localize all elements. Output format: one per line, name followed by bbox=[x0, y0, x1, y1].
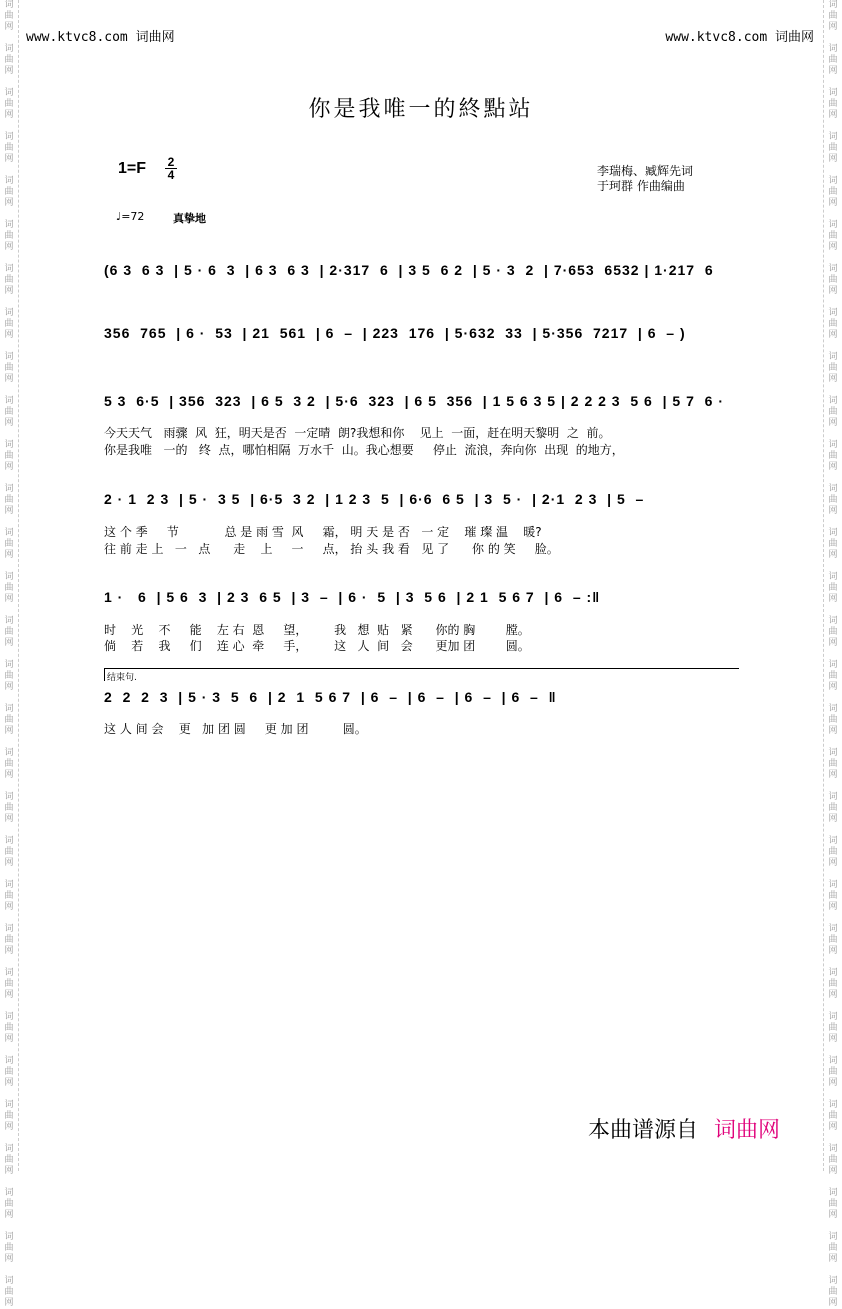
side-watermark-left: 词 曲 网 词 曲 网 词 曲 网 词 曲 网 词 曲 网 词 曲 网 词 曲 网 词 曲 网 词 曲 网 词 曲 网 词 曲 网 词 曲 网 词 曲 网 词 曲 网 词 曲 网 词 曲 网 词 曲 网 词 曲 网 词 曲 网 词 曲 网 词 曲 网 词 曲 网 词 曲 网 词 曲 网 词 曲 网 词 曲 网 词 曲 网 词 曲 网 词 曲 网 词 曲 网 bbox=[0, 0, 19, 1171]
footer-brand-link[interactable]: 词曲网 bbox=[714, 1118, 781, 1143]
ending-bracket bbox=[104, 668, 739, 681]
song-title: 你是我唯一的終點站 bbox=[308, 97, 534, 122]
lyric-line-3b: 你是我唯 一的 终 点，哪怕相隔 万水千 山。我心想要 停止 流浪，奔向你 出现 的地方， bbox=[104, 443, 624, 457]
site-url-left[interactable]: www.ktvc8.com 词曲网 bbox=[26, 30, 175, 45]
score-line-1: (6 3 6 3 | 5 · 6 3 | 6 3 6 3 | 2·317 6 | 3 5 6 2 | 5 · 3 2 | 7·653 6532 | 1·217 6 bbox=[104, 262, 714, 278]
score-line-6: 2 2 2 3 | 5 · 3 5 6 | 2 1 5 6 7 | 6 – | 6 – | 6 – | 6 – ‖ bbox=[104, 689, 557, 705]
lyric-line-4b: 往 前 走 上 一 点 走 上 一 点， 抬 头 我 看 见 了 你 的 笑 脸。 bbox=[104, 542, 559, 556]
lyric-line-6: 这 人 间 会 更 加 团 圆 更 加 团 圆。 bbox=[104, 722, 367, 736]
tempo-mark: ♩=72 bbox=[116, 210, 145, 223]
time-signature bbox=[165, 156, 177, 181]
footer-source bbox=[588, 1113, 780, 1144]
ending-label: 结束句. bbox=[107, 673, 137, 683]
footer-label: 本曲谱源自 bbox=[588, 1118, 699, 1143]
score-line-3: 5 3 6·5 | 356 323 | 6 5 3 2 | 5·6 323 | 6 5 356 | 1 5 6 3 5 | 2 2 2 3 5 6 | 5 7 6 · bbox=[104, 393, 724, 409]
time-bottom: 4 bbox=[167, 168, 175, 182]
key-signature: 1=F bbox=[118, 160, 147, 177]
time-top: 2 bbox=[167, 155, 175, 169]
side-watermark-right: 词 曲 网 词 曲 网 词 曲 网 词 曲 网 词 曲 网 词 曲 网 词 曲 网 词 曲 网 词 曲 网 词 曲 网 词 曲 网 词 曲 网 词 曲 网 词 曲 网 词 曲 网 词 曲 网 词 曲 网 词 曲 网 词 曲 网 词 曲 网 词 曲 网 词 曲 网 词 曲 网 词 曲 网 词 曲 网 词 曲 网 词 曲 网 词 曲 网 词 曲 网 词 曲 网 bbox=[823, 0, 842, 1171]
expression-mark: 真挚地 bbox=[173, 212, 206, 225]
score-line-2: 356 765 | 6 · 53 | 21 561 | 6 – | 223 176 | 5·632 33 | 5·356 7217 | 6 – ) bbox=[104, 325, 686, 341]
lyric-line-5b: 倘 若 我 们 连 心 牵 手， 这 人 间 会 更加 团 圆。 bbox=[104, 639, 530, 653]
lyric-line-5a: 时 光 不 能 左 右 恩 望， 我 想 贴 紧 你的 胸 膛。 bbox=[104, 623, 530, 637]
lyric-line-4a: 这 个 季 节 总 是 雨 雪 风 霜， 明 天 是 否 一 定 璀 璨 温 暖? bbox=[104, 525, 542, 539]
score-line-5: 1 · 6 | 5 6 3 | 2 3 6 5 | 3 – | 6 · 5 | 3 5 6 | 2 1 5 6 7 | 6 – :‖ bbox=[104, 589, 601, 605]
credit-composer: 于珂群 作曲编曲 bbox=[597, 179, 685, 193]
site-url-right[interactable]: www.ktvc8.com 词曲网 bbox=[665, 30, 814, 45]
score-line-4: 2 · 1 2 3 | 5 · 3 5 | 6·5 3 2 | 1 2 3 5 | 6·6 6 5 | 3 5 · | 2·1 2 3 | 5 – bbox=[104, 491, 645, 507]
lyric-line-3a: 今天天气 雨骤 风 狂，明天是否 一定晴 朗?我想和你 见上 一面，赶在明天黎明 之 前。 bbox=[104, 426, 611, 440]
credits bbox=[597, 164, 693, 194]
credit-lyricist: 李瑞梅、臧辉先词 bbox=[597, 164, 694, 178]
